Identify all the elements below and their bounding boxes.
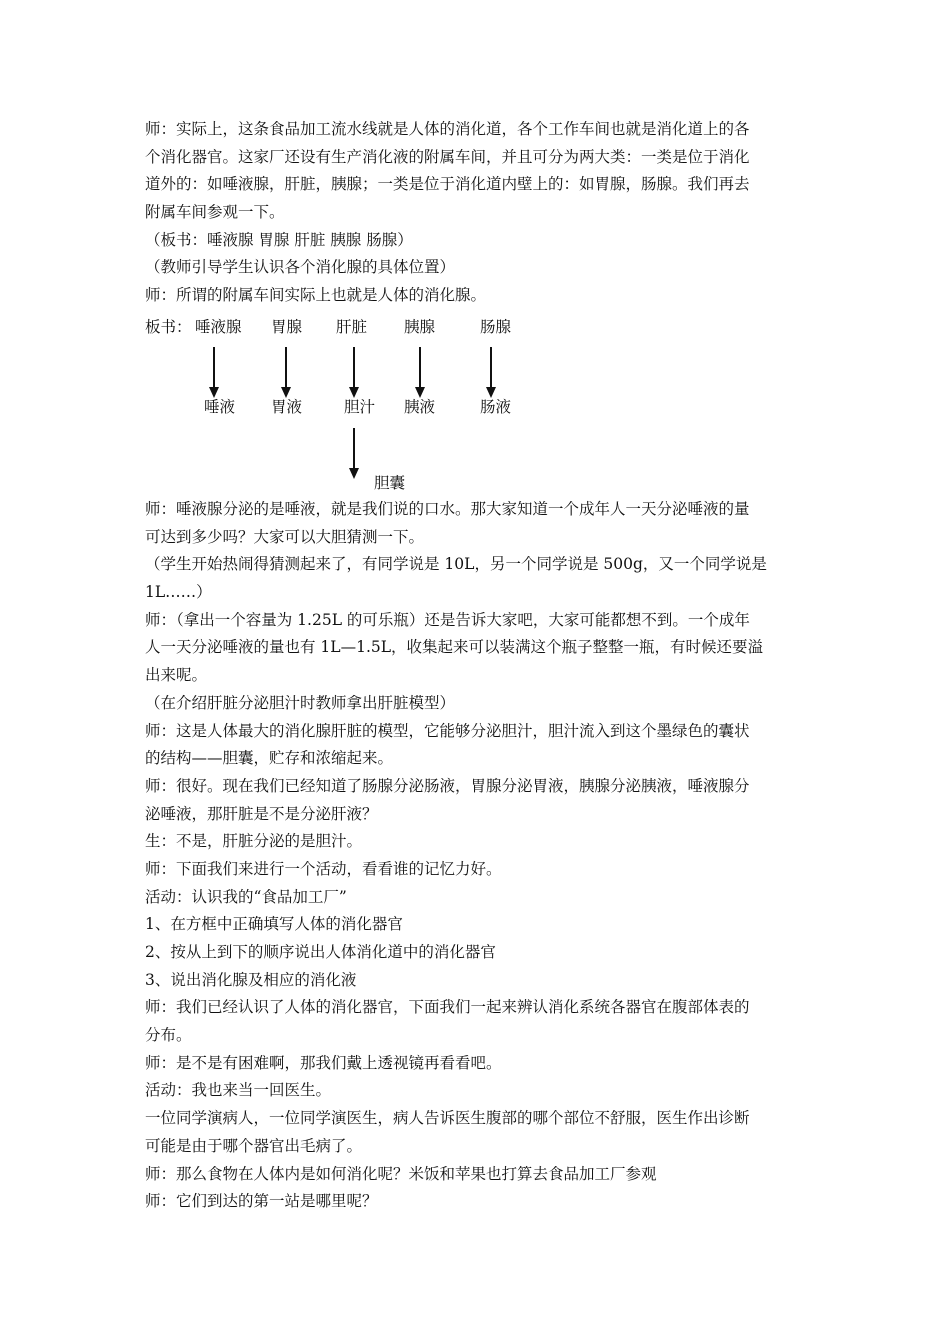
text-line: （板书：唾液腺 胃腺 肝脏 胰腺 肠腺） [145, 230, 413, 249]
secretion-label-pancreatic-juice: 胰液 [404, 398, 436, 416]
arrow-salivary [206, 347, 222, 398]
text-line: 个消化器官。这家厂还设有生产消化液的附属车间，并且可分为两大类：一类是位于消化 [145, 147, 750, 166]
secretion-label-intestinal-juice: 肠液 [480, 398, 512, 416]
text-line: （在介绍肝脏分泌胆汁时教师拿出肝脏模型） [145, 693, 456, 712]
secretion-label-bile: 胆汁 [344, 398, 376, 416]
gland-label-intestinal: 肠腺 [480, 318, 512, 336]
text-line: 生：不是，肝脏分泌的是胆汁。 [145, 832, 363, 851]
text-line: 2、按从上到下的顺序说出人体消化道中的消化器官 [145, 943, 496, 961]
secretion-label-saliva: 唾液 [204, 398, 236, 416]
text-line: 师：它们到达的第一站是哪里呢？ [145, 1192, 378, 1211]
arrow-gastric [278, 347, 294, 398]
text-line: 1L……） [145, 583, 212, 602]
text-line: 师：是不是有困难啊，那我们戴上透视镜再看看吧。 [145, 1053, 502, 1072]
arrow-liver [346, 347, 362, 398]
text-line: 师：这是人体最大的消化腺肝脏的模型，它能够分泌胆汁，胆汁流入到这个墨绿色的囊状 [145, 721, 750, 740]
text-line: 1、在方框中正确填写人体的消化器官 [145, 915, 403, 934]
storage-label-gallbladder: 胆囊 [374, 474, 406, 492]
secretion-label-gastric-juice: 胃液 [271, 398, 303, 416]
diagram-prefix: 板书： [145, 318, 192, 336]
text-line: 分布。 [145, 1026, 192, 1045]
text-line: 活动：认识我的“食品加工厂” [145, 887, 347, 906]
text-line: 师：唾液腺分泌的是唾液，就是我们说的口水。那大家知道一个成年人一天分泌唾液的量 [145, 500, 750, 518]
text-line: 活动：我也来当一回医生。 [145, 1081, 332, 1100]
text-line: 出来呢。 [145, 666, 208, 685]
text-line: 道外的：如唾液腺，肝脏，胰腺；一类是位于消化道内壁上的：如胃腺，肠腺。我们再去 [145, 175, 750, 194]
text-line: 的结构——胆囊，贮存和浓缩起来。 [145, 749, 394, 768]
text-line: 附属车间参观一下。 [145, 203, 285, 222]
text-line: 3、说出消化腺及相应的消化液 [145, 970, 357, 989]
text-line: （学生开始热闹得猜测起来了，有同学说是 10L，另一个同学说是 500g，又一个同学说是 [145, 555, 767, 574]
text-line: 师：我们已经认识了人体的消化器官，下面我们一起来辨认消化系统各器官在腹部体表的 [145, 998, 750, 1017]
text-line: 人一天分泌唾液的量也有 1L—1.5L，收集起来可以装满这个瓶子整整一瓶，有时候还要溢 [145, 638, 764, 657]
text-line: 泌唾液，那肝脏是不是分泌肝液？ [145, 804, 378, 823]
arrow-bile-to-gallbladder [346, 428, 362, 479]
text-line: （教师引导学生认识各个消化腺的具体位置） [145, 258, 456, 277]
text-line: 师：很好。现在我们已经知道了肠腺分泌肠液，胃腺分泌胃液，胰腺分泌胰液，唾液腺分 [145, 776, 750, 795]
arrow-intestinal [483, 347, 499, 398]
text-line: 师：那么食物在人体内是如何消化呢？米饭和苹果也打算去食品加工厂参观 [145, 1164, 657, 1183]
text-line: 师：所谓的附属车间实际上也就是人体的消化腺。 [145, 286, 487, 305]
top-text-block [145, 116, 810, 310]
text-line: 师：实际上，这条食品加工流水线就是人体的消化道，各个工作车间也就是消化道上的各 [145, 120, 750, 138]
text-line: 可能是由于哪个器官出毛病了。 [145, 1136, 363, 1155]
text-line: 一位同学演病人，一位同学演医生，病人告诉医生腹部的哪个部位不舒服，医生作出诊断 [145, 1109, 750, 1128]
text-line: 可达到多少吗？大家可以大胆猜测一下。 [145, 527, 425, 546]
gland-label-liver: 肝脏 [336, 318, 368, 336]
gland-label-gastric: 胃腺 [271, 318, 303, 336]
text-line: 师：（拿出一个容量为 1.25L 的可乐瓶）还是告诉大家吧，大家可能都想不到。一个成年 [145, 610, 750, 629]
text-line: 师：下面我们来进行一个活动，看看谁的记忆力好。 [145, 859, 502, 878]
gland-label-pancreas: 胰腺 [404, 318, 436, 336]
arrow-pancreas [412, 347, 428, 398]
gland-label-salivary: 唾液腺 [195, 318, 242, 336]
bottom-text-block [145, 496, 810, 1216]
